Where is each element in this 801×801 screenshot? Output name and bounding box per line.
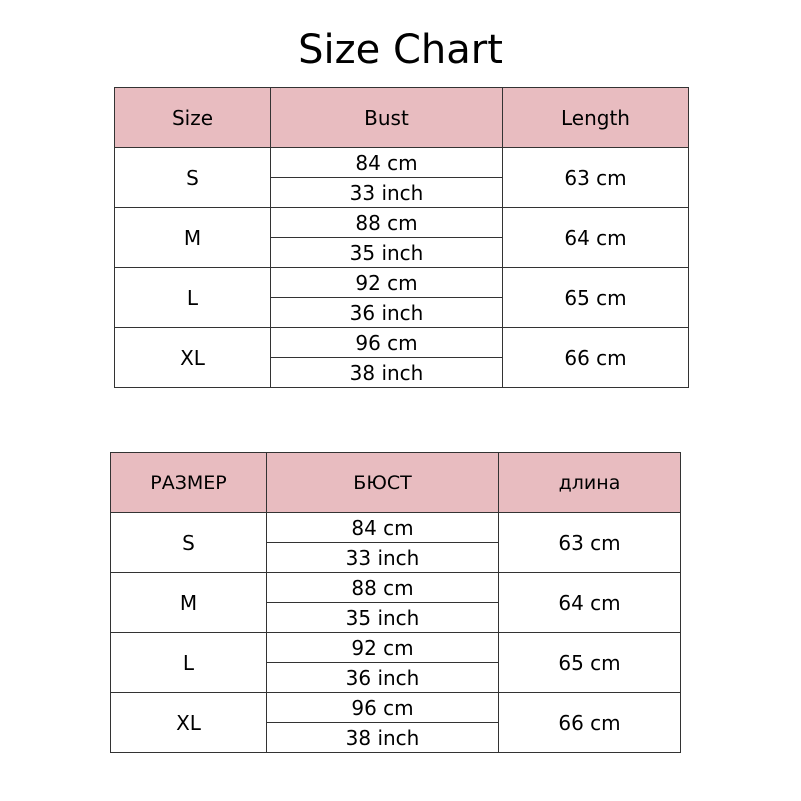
size-cell: L	[115, 268, 271, 328]
bust-cm-cell: 92 cm	[267, 633, 499, 663]
bust-inch-cell: 38 inch	[271, 358, 503, 388]
bust-inch-cell: 36 inch	[267, 663, 499, 693]
size-table-english	[114, 87, 689, 388]
table-row	[115, 328, 689, 358]
bust-cm-cell: 88 cm	[271, 208, 503, 238]
length-cell: 66 cm	[499, 693, 681, 753]
bust-cm-cell: 84 cm	[271, 148, 503, 178]
size-cell: XL	[111, 693, 267, 753]
length-cell: 64 cm	[503, 208, 689, 268]
bust-inch-cell: 38 inch	[267, 723, 499, 753]
header-bust: Bust	[271, 88, 503, 148]
size-cell: M	[115, 208, 271, 268]
size-cell: S	[111, 513, 267, 573]
size-cell: S	[115, 148, 271, 208]
bust-cm-cell: 96 cm	[267, 693, 499, 723]
bust-inch-cell: 33 inch	[271, 178, 503, 208]
length-cell: 63 cm	[499, 513, 681, 573]
bust-inch-cell: 35 inch	[271, 238, 503, 268]
size-table-russian	[110, 452, 681, 753]
table-header-row	[115, 88, 689, 148]
header-length: Length	[503, 88, 689, 148]
table-row	[111, 693, 681, 723]
bust-cm-cell: 88 cm	[267, 573, 499, 603]
bust-cm-cell: 84 cm	[267, 513, 499, 543]
table-row	[111, 573, 681, 603]
header-length: длина	[499, 453, 681, 513]
page-title: Size Chart	[298, 27, 503, 73]
table-row	[111, 513, 681, 543]
table-header-row	[111, 453, 681, 513]
size-cell: M	[111, 573, 267, 633]
bust-cm-cell: 96 cm	[271, 328, 503, 358]
bust-cm-cell: 92 cm	[271, 268, 503, 298]
table-row	[111, 633, 681, 663]
length-cell: 65 cm	[503, 268, 689, 328]
length-cell: 66 cm	[503, 328, 689, 388]
bust-inch-cell: 33 inch	[267, 543, 499, 573]
table-row	[115, 148, 689, 178]
bust-inch-cell: 36 inch	[271, 298, 503, 328]
size-cell: XL	[115, 328, 271, 388]
length-cell: 63 cm	[503, 148, 689, 208]
table-row	[115, 208, 689, 238]
table-row	[115, 268, 689, 298]
header-bust: БЮСТ	[267, 453, 499, 513]
length-cell: 65 cm	[499, 633, 681, 693]
bust-inch-cell: 35 inch	[267, 603, 499, 633]
header-size: Size	[115, 88, 271, 148]
size-cell: L	[111, 633, 267, 693]
length-cell: 64 cm	[499, 573, 681, 633]
header-size: РАЗМЕР	[111, 453, 267, 513]
